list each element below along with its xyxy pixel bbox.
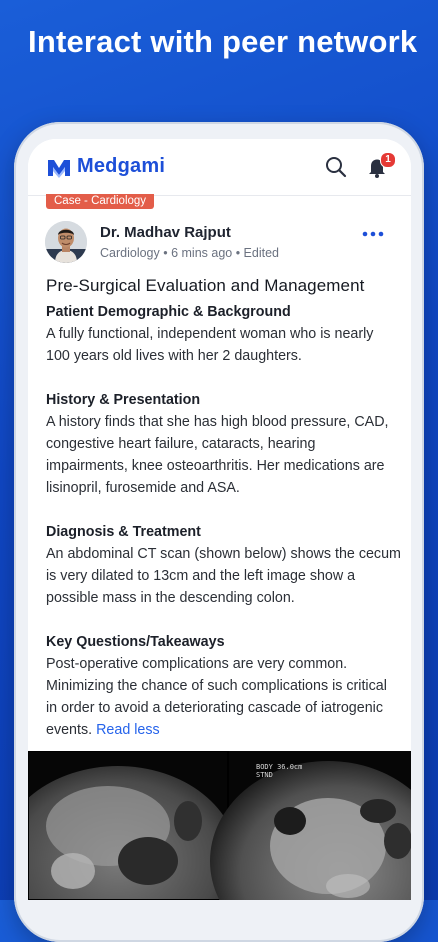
read-less-link[interactable]: Read less xyxy=(96,722,160,738)
section-heading-takeaways: Key Questions/Takeaways xyxy=(46,634,225,650)
scan-label-fov: BODY 36.0cm xyxy=(256,763,303,771)
section-text-diagnosis: An abdominal CT scan (shown below) shows the cecum is very dilated to 13cm and the left image show a possible mass in the descending colon. xyxy=(46,546,401,606)
promo-headline: Interact with peer network xyxy=(28,24,418,59)
takeaways-text: Post-operative complications are very common. Minimizing the chance of such complications is critical in order to avoid a deteriorating cascade of iatrogenic events. xyxy=(46,656,387,738)
more-options-button[interactable] xyxy=(360,227,386,241)
avatar-photo xyxy=(45,221,87,263)
ct-scan-graphic xyxy=(28,751,411,900)
section-heading-demographic: Patient Demographic & Background xyxy=(46,304,291,320)
author-name[interactable]: Dr. Madhav Rajput xyxy=(100,224,231,241)
search-icon xyxy=(324,155,348,179)
section-text-demographic: A fully functional, independent woman who is nearly 100 years old lives with her 2 daughters. xyxy=(46,326,374,364)
author-avatar[interactable] xyxy=(45,221,87,263)
section-heading-diagnosis: Diagnosis & Treatment xyxy=(46,524,201,540)
post-title: Pre-Surgical Evaluation and Management xyxy=(46,276,365,295)
author-meta: Cardiology • 6 mins ago • Edited xyxy=(100,246,279,260)
notification-badge: 1 xyxy=(380,152,396,168)
search-button[interactable] xyxy=(324,155,348,179)
section-heading-history: History & Presentation xyxy=(46,392,201,408)
more-dots-icon xyxy=(360,227,386,241)
app-screen xyxy=(28,139,411,900)
case-tag[interactable]: Case - Cardiology xyxy=(46,194,154,209)
ct-scan-image[interactable] xyxy=(28,751,411,900)
app-bar xyxy=(28,139,411,196)
medgami-logo-icon xyxy=(46,156,72,178)
notifications-button[interactable] xyxy=(364,153,392,181)
scan-label-stnd: STND xyxy=(256,771,273,779)
app-logo[interactable] xyxy=(46,155,165,178)
section-text-history: A history finds that she has high blood pressure, CAD, congestive heart failure, cataracts, hearing impairments, knee osteoarthritis. Her medications are lisinopril, furosemide and ASA. xyxy=(46,414,389,496)
section-text-takeaways xyxy=(46,653,401,741)
app-name: Medgami xyxy=(77,155,166,177)
